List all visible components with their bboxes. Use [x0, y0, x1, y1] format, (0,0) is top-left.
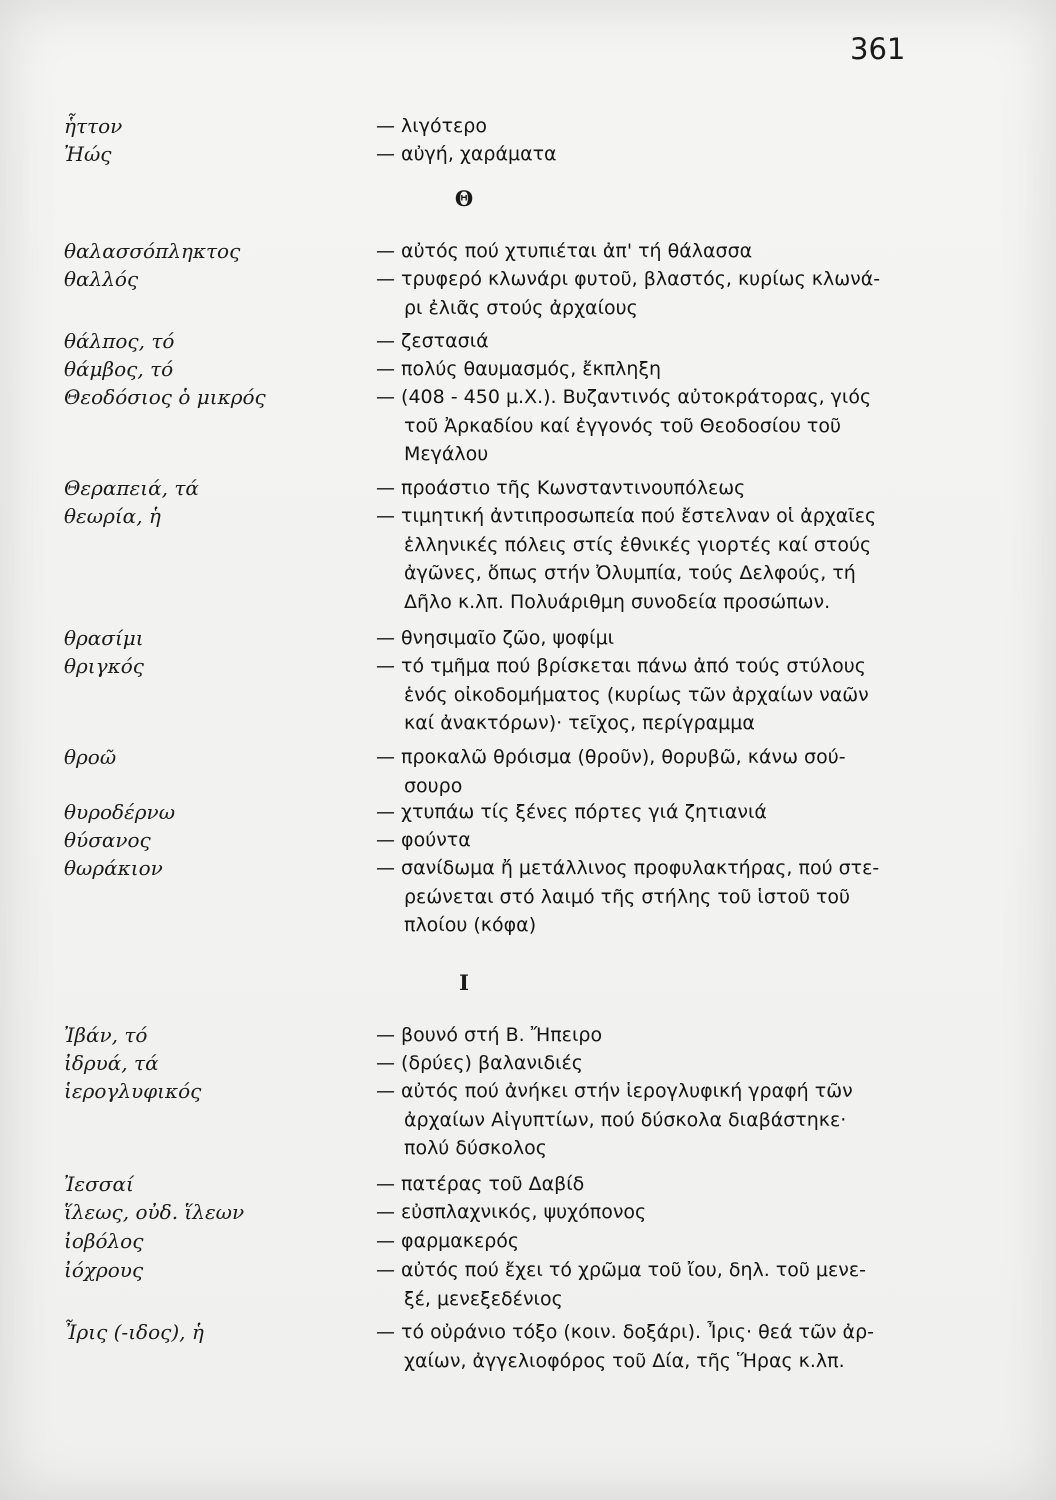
section-header-iota: I	[459, 970, 469, 995]
glossary-definition	[376, 1021, 910, 1050]
glossary-definition	[376, 1198, 910, 1227]
definition-line: ρεώνεται στό λαιμό τῆς στήλης τοῦ ἱστοῦ τοῦ	[404, 885, 851, 908]
glossary-definition	[376, 652, 910, 738]
glossary-definition	[376, 743, 910, 800]
section-header-theta: Θ	[454, 186, 474, 211]
definition-line: — εὐσπλαχνικός, ψυχόπονος	[376, 1201, 647, 1223]
definition-line: — αὐγή, χαράματα	[376, 143, 557, 165]
definition-line: — λιγότερο	[376, 115, 487, 137]
glossary-term: ἰόχρους	[64, 1258, 144, 1282]
glossary-term: θωράκιον	[64, 856, 163, 880]
glossary-term: θρασίμι	[64, 626, 144, 650]
definition-line: ἑνός οἰκοδομήματος (κυρίως τῶν ἀρχαίων ναῶν	[404, 683, 869, 706]
glossary-term: Ἠώς	[64, 142, 112, 166]
glossary-term: ἧττον	[64, 114, 123, 138]
definition-line: — σανίδωμα ἤ μετάλλινος προφυλακτήρας, πού στε-	[376, 857, 880, 879]
glossary-definition	[376, 624, 910, 653]
glossary-definition	[376, 474, 910, 503]
glossary-term: Ἶρις (-ιδος), ἡ	[64, 1320, 204, 1344]
definition-line: — ζεστασιά	[376, 330, 489, 352]
glossary-definition	[376, 854, 910, 940]
glossary-term: θάλπος, τό	[64, 329, 175, 353]
definition-line: σουρο	[404, 774, 463, 797]
definition-line: ἀρχαίων Αἰγυπτίων, πού δύσκολα διαβάστηκε·	[404, 1108, 847, 1131]
glossary-definition	[376, 355, 910, 384]
glossary-term: θύσανος	[64, 828, 151, 852]
glossary-term: θυροδέρνω	[64, 800, 175, 824]
definition-line: ρι ἐλιᾶς στούς ἀρχαίους	[404, 296, 638, 319]
glossary-term: θριγκός	[64, 654, 144, 678]
definition-line: — πολύς θαυμασμός, ἔκπληξη	[376, 358, 662, 380]
glossary-definition	[376, 265, 910, 322]
glossary-term: θαλλός	[64, 267, 139, 291]
definition-line: — (δρύες) βαλανιδιές	[376, 1052, 583, 1074]
glossary-term: θροῶ	[64, 745, 117, 769]
definition-line: — προκαλῶ θρόισμα (θροῦν), θορυβῶ, κάνω σού-	[376, 746, 846, 768]
glossary-term: θαλασσόπληκτος	[64, 239, 241, 263]
glossary-definition	[376, 798, 910, 827]
glossary-definition	[376, 140, 910, 169]
glossary-definition	[376, 1227, 910, 1256]
definition-line: — χτυπάω τίς ξένες πόρτες γιά ζητιανιά	[376, 801, 767, 823]
glossary-definition	[376, 502, 910, 616]
glossary-definition	[376, 237, 910, 266]
definition-line: πολύ δύσκολος	[404, 1137, 547, 1159]
definition-line: χαίων, ἀγγελιοφόρος τοῦ Δία, τῆς Ἥρας κ.λπ.	[404, 1349, 845, 1372]
definition-line: — θνησιμαῖο ζῶο, ψοφίμι	[376, 627, 615, 649]
glossary-term: Θεοδόσιος ὁ μικρός	[64, 385, 266, 409]
definition-line: Δῆλο κ.λπ. Πολυάριθμη συνοδεία προσώπων.	[404, 590, 831, 613]
definition-line: — τιμητική ἀντιπροσωπεία πού ἔστελναν οἱ ἀρχαῖες	[376, 505, 877, 527]
definition-line: — φούντα	[376, 829, 471, 851]
definition-line: πλοίου (κόφα)	[404, 914, 537, 936]
glossary-definition	[376, 112, 910, 141]
glossary-term: Ἰεσσαί	[64, 1172, 134, 1196]
glossary-definition	[376, 1318, 910, 1375]
glossary-term: Θεραπειά, τά	[64, 476, 199, 500]
glossary-term: ἱερογλυφικός	[64, 1079, 202, 1103]
glossary-definition	[376, 1256, 910, 1313]
definition-line: — πατέρας τοῦ Δαβίδ	[376, 1173, 585, 1195]
glossary-definition	[376, 826, 910, 855]
page-number: 361	[850, 32, 906, 66]
definition-line: — τό τμῆμα πού βρίσκεται πάνω ἀπό τούς στύλους	[376, 655, 866, 677]
glossary-definition	[376, 383, 910, 469]
glossary-definition	[376, 1077, 910, 1163]
glossary-term: ἰοβόλος	[64, 1229, 144, 1253]
definition-line: — αὐτός πού χτυπιέται ἀπ' τή θάλασσα	[376, 240, 753, 262]
definition-line: ξέ, μενεξεδένιος	[404, 1287, 563, 1310]
glossary-definition	[376, 1049, 910, 1078]
glossary-term: Ἰβάν, τό	[64, 1023, 148, 1047]
definition-line: τοῦ Ἀρκαδίου καί ἐγγονός τοῦ Θεοδοσίου τοῦ	[404, 414, 841, 437]
glossary-term: θεωρία, ἡ	[64, 504, 161, 528]
glossary-definition	[376, 327, 910, 356]
definition-line: Μεγάλου	[404, 443, 489, 465]
definition-line: — αὐτός πού ἀνήκει στήν ἱερογλυφική γραφή τῶν	[376, 1080, 853, 1102]
definition-line: καί ἀνακτόρων)· τεῖχος, περίγραμμα	[404, 712, 755, 734]
glossary-term: θάμβος, τό	[64, 357, 174, 381]
definition-line: ἀγῶνες, ὅπως στήν Ὀλυμπία, τούς Δελφούς, τή	[404, 562, 856, 584]
definition-line: ἑλληνικές πόλεις στίς ἐθνικές γιορτές καί στούς	[404, 533, 872, 556]
definition-line: — βουνό στή Β. Ἤπειρο	[376, 1024, 603, 1046]
glossary-term: ἵλεως, οὐδ. ἵλεων	[64, 1200, 245, 1224]
definition-line: — αὐτός πού ἔχει τό χρῶμα τοῦ ἴου, δηλ. τοῦ μενε-	[376, 1259, 867, 1281]
glossary-term: ἰδρυά, τά	[64, 1051, 159, 1075]
definition-line: — τρυφερό κλωνάρι φυτοῦ, βλαστός, κυρίως κλωνά-	[376, 268, 881, 290]
definition-line: — φαρμακερός	[376, 1230, 520, 1252]
definition-line: — προάστιο τῆς Κωνσταντινουπόλεως	[376, 477, 746, 499]
glossary-definition	[376, 1170, 910, 1199]
definition-line: — (408 - 450 μ.Χ.). Βυζαντινός αὐτοκράτορας, γιός	[376, 386, 872, 408]
definition-line: — τό οὐράνιο τόξο (κοιν. δοξάρι). Ἶρις· θεά τῶν ἀρ-	[376, 1321, 874, 1343]
